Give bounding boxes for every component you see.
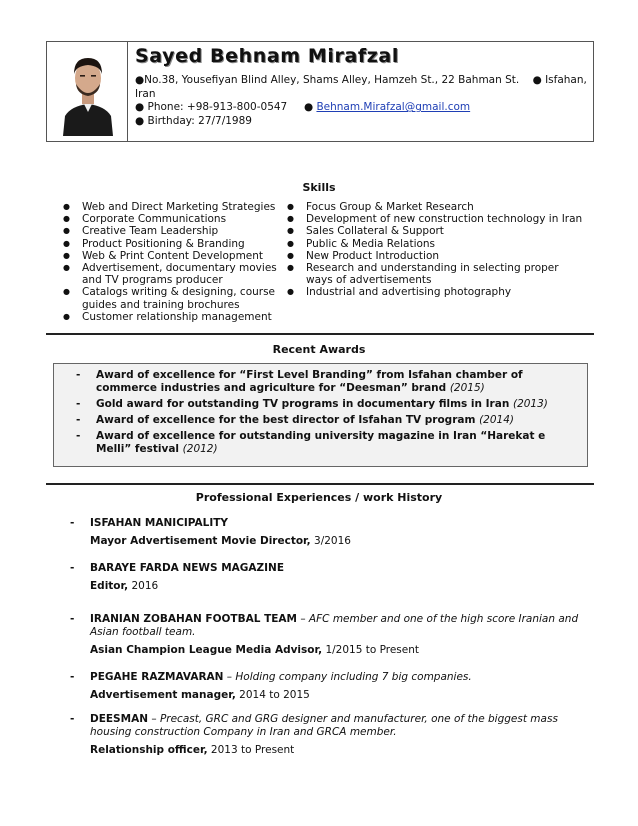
skills-left-list bbox=[62, 201, 277, 323]
awards-title: Recent Awards bbox=[272, 343, 366, 356]
company-description: Precast, GRC and GRG designer and manufacturer, one of the biggest mass housing construction Company in Iran and GRCA member. bbox=[90, 713, 558, 738]
experience-title: Professional Experiences / work History bbox=[195, 491, 443, 504]
award-dash: - bbox=[76, 369, 81, 381]
award-dash: - bbox=[76, 398, 81, 410]
skill-item: ● Customer relationship management bbox=[62, 311, 277, 323]
company-name: IRANIAN ZOBAHAN FOOTBAL TEAM bbox=[90, 613, 297, 625]
contact-info bbox=[135, 44, 587, 128]
email-link[interactable]: Behnam.Mirafzal@gmail.com bbox=[316, 101, 471, 114]
experience-dash: - bbox=[70, 613, 75, 625]
role-line bbox=[90, 744, 598, 757]
awards-top-rule bbox=[46, 333, 594, 335]
role-title: Editor, bbox=[90, 580, 129, 592]
skill-item: ● Web & Print Content Development bbox=[62, 250, 277, 262]
address-line-2: Iran bbox=[135, 87, 156, 100]
experience-item bbox=[70, 613, 598, 657]
award-item bbox=[74, 414, 577, 427]
awards-list bbox=[74, 369, 577, 459]
experience-dash: - bbox=[70, 517, 75, 529]
award-item bbox=[74, 369, 577, 395]
experience-body bbox=[90, 671, 598, 702]
skills-title: Skills bbox=[302, 181, 336, 194]
award-year: (2013) bbox=[512, 398, 548, 410]
candidate-name: Sayed Behnam Mirafzal bbox=[135, 45, 399, 67]
skill-item: ● New Product Introduction bbox=[286, 250, 586, 262]
experience-item bbox=[70, 713, 598, 757]
company-name: DEESMAN bbox=[90, 713, 148, 725]
award-dash: - bbox=[76, 430, 81, 442]
experience-heading bbox=[90, 671, 598, 684]
skill-item: ● Product Positioning & Branding bbox=[62, 238, 277, 250]
experience-body bbox=[90, 613, 598, 657]
experience-top-rule bbox=[46, 483, 594, 485]
photo-cell bbox=[47, 42, 128, 141]
award-year: (2014) bbox=[479, 414, 514, 426]
experience-heading bbox=[90, 713, 598, 739]
header-box bbox=[46, 41, 594, 142]
company-separator: – bbox=[296, 613, 309, 625]
skill-item: ● Web and Direct Marketing Strategies bbox=[62, 201, 277, 213]
skill-item: ● Creative Team Leadership bbox=[62, 225, 277, 237]
company-description: Holding company including 7 big companies. bbox=[235, 671, 472, 683]
awards-box bbox=[53, 363, 588, 467]
experience-body bbox=[90, 562, 598, 593]
skill-item: ● Focus Group & Market Research bbox=[286, 201, 586, 213]
company-separator: – bbox=[148, 713, 160, 725]
award-year: (2015) bbox=[449, 382, 485, 394]
company-separator: – bbox=[223, 671, 236, 683]
experience-body bbox=[90, 517, 598, 548]
role-title: Mayor Advertisement Movie Director, bbox=[90, 535, 311, 547]
role-period: 2014 to 2015 bbox=[235, 689, 310, 701]
award-text: Award of excellence for “First Level Branding” from Isfahan chamber of commerce industries and agriculture for “Deesman” brand bbox=[96, 369, 523, 394]
profile-photo bbox=[57, 46, 119, 136]
experience-dash: - bbox=[70, 562, 75, 574]
experience-item bbox=[70, 517, 598, 548]
phone-email-line bbox=[135, 101, 587, 115]
award-text: Gold award for outstanding TV programs in documentary films in Iran bbox=[96, 398, 510, 410]
company-name: BARAYE FARDA NEWS MAGAZINE bbox=[90, 562, 285, 574]
experience-dash: - bbox=[70, 671, 75, 683]
skill-item: ● Corporate Communications bbox=[62, 213, 277, 225]
experience-item bbox=[70, 562, 598, 593]
role-line bbox=[90, 689, 598, 702]
company-description: AFC member and one of the high score Iranian and Asian football team. bbox=[90, 613, 579, 638]
role-title: Advertisement manager, bbox=[90, 689, 236, 701]
award-item bbox=[74, 430, 577, 456]
role-title: Relationship officer, bbox=[90, 744, 208, 756]
experience-item bbox=[70, 671, 598, 702]
skill-item: ● Development of new construction technology in Iran bbox=[286, 213, 586, 225]
skill-item: ● Sales Collateral & Support bbox=[286, 225, 586, 237]
skill-item: ● Catalogs writing & designing, course guides and training brochures bbox=[62, 286, 277, 310]
role-period: 2013 to Present bbox=[207, 744, 295, 756]
award-year: (2012) bbox=[182, 443, 218, 455]
experience-heading bbox=[90, 517, 598, 530]
company-name: PEGAHE RAZMAVARAN bbox=[90, 671, 224, 683]
skill-item: ● Research and understanding in selecting proper ways of advertisements bbox=[286, 262, 586, 286]
phone: ● Phone: +98-913-800-0547 bbox=[135, 101, 288, 114]
experience-dash: - bbox=[70, 713, 75, 725]
skill-item: ● Public & Media Relations bbox=[286, 238, 586, 250]
skill-item: ● Industrial and advertising photography bbox=[286, 286, 586, 298]
role-line bbox=[90, 580, 598, 593]
award-text: Award of excellence for the best director of Isfahan TV program bbox=[96, 414, 476, 426]
role-title: Asian Champion League Media Advisor, bbox=[90, 644, 323, 656]
experience-heading bbox=[90, 613, 598, 639]
email-bullet: ● bbox=[303, 101, 314, 114]
skill-item: ● Advertisement, documentary movies and TV programs producer bbox=[62, 262, 277, 286]
role-period: 1/2015 to Present bbox=[322, 644, 420, 656]
skills-right-list bbox=[286, 201, 586, 299]
company-name: ISFAHAN MANICIPALITY bbox=[90, 517, 229, 529]
role-line bbox=[90, 644, 598, 657]
award-item bbox=[74, 398, 577, 411]
experience-body bbox=[90, 713, 598, 757]
experience-heading bbox=[90, 562, 598, 575]
award-dash: - bbox=[76, 414, 81, 426]
role-line bbox=[90, 535, 598, 548]
role-period: 2016 bbox=[128, 580, 159, 592]
birthday: ● Birthday: 27/7/1989 bbox=[135, 114, 252, 127]
address-line: ●No.38, Yousefiyan Blind Alley, Shams Alley, Hamzeh St., 22 Bahman St. ● Isfahan, bbox=[135, 74, 587, 86]
role-period: 3/2016 bbox=[310, 535, 351, 547]
award-text: Award of excellence for outstanding university magazine in Iran “Harekat e Melli” festival bbox=[96, 430, 546, 455]
